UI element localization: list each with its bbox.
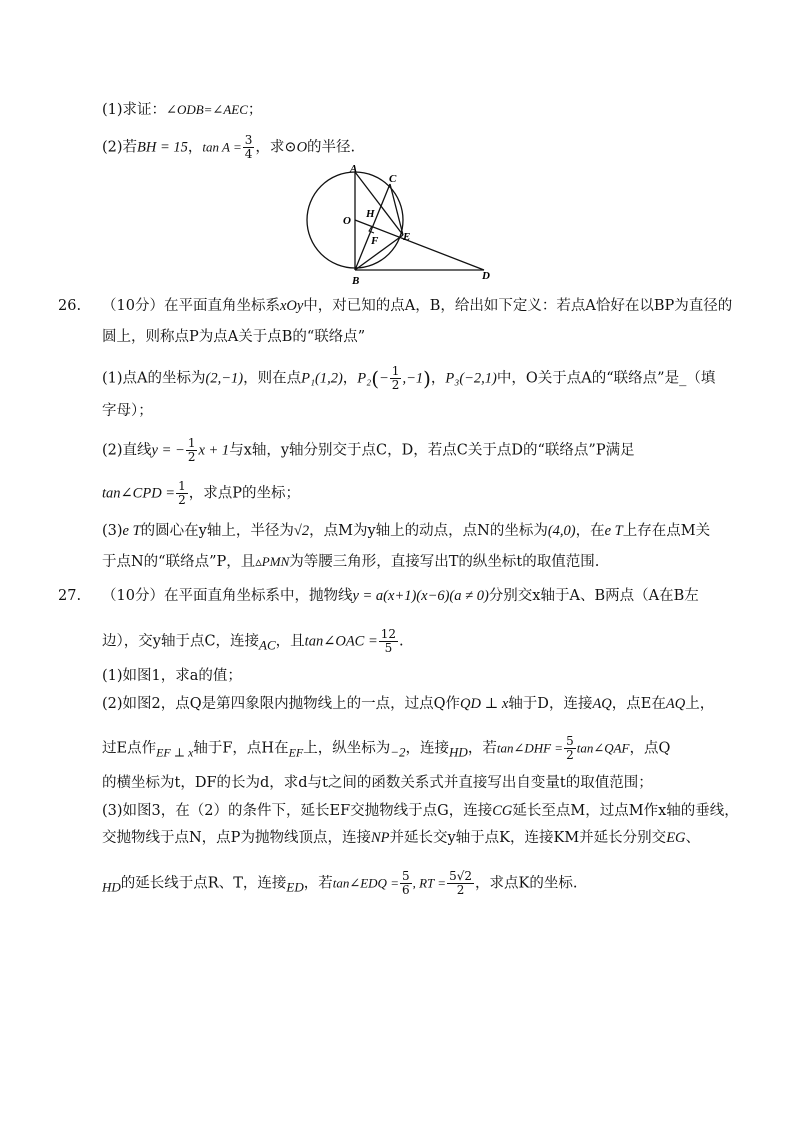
q26-part2-line2 (102, 480, 300, 507)
q26-p2-rparen: ) (423, 366, 431, 391)
q26-p2-num: 1 (391, 364, 400, 378)
q27-part3-line2 (102, 827, 700, 849)
q27-ed: ED (286, 879, 304, 895)
q26-line-eq-num: 1 (187, 436, 196, 450)
label-f: F (371, 235, 379, 247)
q27-aq2: AQ (665, 696, 686, 712)
q27-rt-den: 2 (456, 883, 465, 897)
q27-p3-text-b: 延长至点M，过点M作x轴的垂线， (512, 803, 739, 819)
q26-tan-cpd-den: 2 (178, 493, 186, 507)
q27-tan-oac-den: 5 (384, 641, 393, 655)
q26-p2-text-c: ，求点P的坐标； (188, 485, 300, 502)
q26-p1-comma2: ， (430, 370, 446, 387)
q27-hd: HD (449, 744, 468, 760)
q26-tan-cpd: tan∠CPD = (102, 485, 176, 502)
q27-p2l2-text-a: 过E点作 (102, 740, 157, 757)
q27-part3 (102, 800, 739, 822)
q27-p3l2-text-b: 并延长交y轴于点K，连接KM并延长分别交 (389, 830, 667, 846)
q26-p2-fraction (390, 365, 402, 392)
q27-tan-edq-num: 5 (401, 869, 410, 883)
q27-tan-oac-num: 12 (380, 627, 397, 641)
q27-part2 (102, 693, 714, 715)
q26-l1-text-a: （10分）在平面直角坐标系 (102, 298, 280, 314)
q25-tan-den: 4 (244, 147, 253, 161)
q25-part2-text-a: (2)若 (102, 139, 138, 156)
q26-p1-text-a: (1)点A的坐标为 (102, 370, 206, 387)
q26-p2-text-b: 与x轴，y轴分别交于点C，D，若点C关于点D的“联络点”P满足 (229, 442, 635, 459)
q26-part3 (102, 520, 710, 542)
label-b: B (352, 275, 360, 287)
q25-part2 (102, 134, 355, 161)
q27-aq: AQ (592, 696, 612, 712)
q26-line2: 圆上，则称点P为点A关于点B的“联络点” (102, 329, 366, 345)
q27-part2-line3: 的横坐标为t，DF的长为d，求d与t之间的函数关系式并直接写出自变量t的取值范围； (102, 775, 653, 791)
q27-neg-two: −2 (390, 744, 406, 760)
label-a: A (350, 163, 358, 175)
q25-part2-text-c: 的半径. (307, 139, 356, 156)
q27-eg: EG (666, 830, 686, 846)
q27-cg: CG (492, 803, 513, 819)
q26-p1-text-e: 中，O关于点A的“联络点”是_（填 (496, 370, 716, 387)
q26-p3-text-d: ，在 (575, 523, 605, 539)
q25-tan-label: tan A = (202, 139, 242, 155)
q26-line-eq-a: y = − (151, 442, 185, 459)
q27-tan-edq-den: 6 (401, 883, 410, 897)
q25-tan-num: 3 (244, 133, 253, 147)
q26-line-eq-b: x + 1 (198, 442, 230, 459)
q27-p3-text-a: (3)如图3，在（2）的条件下，延长EF交抛物线于点G，连接 (102, 803, 493, 819)
q26-p3l2-text-a: 于点N的“联络点”P，且 (102, 554, 256, 570)
q27-p2-text-a: (2)如图2，点Q是第四象限内抛物线上的一点，过点Q作 (102, 696, 461, 712)
q27-rt: , RT = (412, 875, 447, 891)
q26-p2-den: 2 (391, 378, 400, 392)
q27-rt-fraction (447, 870, 474, 897)
q27-p2l2-text-c: 上，纵坐标为 (303, 740, 391, 757)
label-h: H (366, 208, 375, 220)
geometry-figure (300, 162, 500, 290)
q25-circle-o: ⊙O (284, 139, 308, 156)
q27-l2-period: . (399, 633, 404, 650)
q27-p2-text-b: 轴于D，连接 (508, 696, 593, 712)
q27-p2l2-text-e: ，若 (467, 740, 497, 757)
q27-p2-text-c: ，点E在 (611, 696, 666, 712)
q26-number: 26. (58, 298, 82, 314)
q27-part2-line2 (102, 735, 670, 763)
q26-xoy: xOy (279, 298, 304, 314)
q26-l1-text-b: 中，对已知的点A，B，给出如下定义：若点A恰好在以BP为直径的 (303, 298, 733, 314)
q26-part3-line2 (102, 551, 599, 573)
q27-p3l3-text-a: 的延长线于点R、T，连接 (120, 875, 287, 892)
q27-parabola-eq: y = a(x+1)(x−6)(a ≠ 0) (352, 588, 489, 604)
q27-p2l2-text-f: ，点Q (629, 740, 671, 757)
q25-part2-text-b: ，求 (255, 139, 285, 156)
label-d: D (482, 270, 490, 282)
q27-number: 27. (58, 588, 82, 604)
q27-tan-dhf-den: 2 (566, 748, 574, 762)
q27-ef-perp: EF ⊥ x (156, 745, 194, 760)
q27-p3l2-text-c: 、 (685, 830, 701, 846)
q26-p1-text-b: ，则在点 (243, 370, 302, 387)
q26-part2 (102, 437, 635, 464)
q27-tan-oac: tan∠OAC = (304, 633, 378, 650)
q27-np: NP (370, 830, 390, 846)
q27-p3l3-text-b: ，若 (303, 875, 333, 892)
q27-p3l2-text-a: 交抛物线于点N，点P为抛物线顶点，连接 (102, 830, 371, 846)
q27-tan-dhf-fraction (564, 735, 576, 762)
q26-point-p1: P₁(1,2) (301, 370, 343, 387)
q26-p2-lparen: ( (371, 366, 379, 391)
q27-p2-text-d: 上， (685, 696, 715, 712)
q26-point-a: (2,−1) (205, 370, 244, 387)
q27-p2l2-text-d: ，连接 (405, 740, 450, 757)
label-c: C (389, 173, 397, 185)
q25-tan-fraction (243, 134, 255, 161)
q26-point-p2-rest: ,−1 (402, 370, 424, 387)
q27-ac: AC (259, 637, 276, 653)
q27-rt-num: 5√2 (449, 869, 472, 883)
q27-tan-oac-fraction (379, 628, 398, 655)
q27-p2l2-text-b: 轴于F，点H在 (193, 740, 289, 757)
q26-tan-cpd-fraction (176, 480, 188, 507)
q27-ef: EF (288, 745, 304, 760)
q27-tan-dhf-num: 5 (566, 734, 574, 748)
q27-tan-edq-fraction (400, 870, 412, 897)
q26-tan-cpd-num: 1 (178, 479, 186, 493)
q26-triangle-pmn: ▵PMN (255, 554, 290, 569)
label-e: E (403, 231, 411, 243)
q26-circle-t2: e T (604, 523, 623, 539)
q26-part1-line2: 字母）； (102, 403, 153, 419)
q26-p3-text-e: 上存在点M关 (622, 523, 711, 539)
q26-line1 (102, 295, 732, 317)
q27-line2 (102, 628, 404, 656)
q27-hd2: HD (102, 879, 121, 895)
q27-line1 (102, 585, 699, 607)
q26-line-eq-fraction (186, 437, 198, 464)
q27-tan-qaf: tan∠QAF (576, 740, 630, 756)
q26-part1: (1)点A的坐标为(2,−1)，则在点P₁(1,2)，P₂(− $\frac{1}{2}$ ,−1)，P₃(−2,1)中，O关于点A的“联络点”是_（填 (102, 364, 716, 392)
q26-circle-t: e T (122, 523, 141, 539)
q26-point-p3: P₃(−2,1) (445, 370, 497, 387)
q26-p3-text-a: (3) (102, 523, 123, 539)
q27-l1-text-b: 分别交x轴于A、B两点（A在B左 (488, 588, 699, 604)
q25-comma: ， (187, 139, 203, 156)
label-o: O (343, 215, 351, 227)
q27-part1: (1)如图1，求a的值； (102, 668, 242, 684)
q26-p2-text-a: (2)直线 (102, 442, 152, 459)
q26-point-p2-label: P₂ (357, 370, 372, 387)
q27-qd-perp: QD ⊥ x (460, 696, 509, 712)
q27-part3-line3 (102, 870, 577, 898)
q26-radius: √2 (293, 523, 310, 539)
q26-point-n: (4,0) (547, 523, 576, 539)
q25-bh-value: BH = 15 (137, 139, 188, 156)
q26-p3l2-text-b: 为等腰三角形，直接写出T的纵坐标t的取值范围. (289, 554, 600, 570)
q25-part1-end: ； (247, 102, 263, 118)
q25-part1 (102, 99, 262, 121)
q26-p3-text-c: ，点M为y轴上的动点，点N的坐标为 (309, 523, 548, 539)
q27-l2-text-a: 边），交y轴于点C，连接 (102, 633, 260, 650)
q26-line-eq-den: 2 (187, 450, 196, 464)
q27-tan-dhf: tan∠DHF = (496, 740, 564, 756)
q26-p1-comma1: ， (342, 370, 358, 387)
q27-tan-edq: tan∠EDQ = (332, 875, 399, 891)
q27-p3l3-text-c: ，求点K的坐标. (475, 875, 578, 892)
q26-p3-text-b: 的圆心在y轴上，半径为 (140, 523, 294, 539)
q25-part1-text: (1)求证： (102, 102, 167, 118)
q27-l2-text-b: ，且 (275, 633, 305, 650)
q25-part1-math: ∠ODB=∠AEC (166, 102, 248, 117)
q27-l1-text-a: （10分）在平面直角坐标系中，抛物线 (102, 588, 353, 604)
